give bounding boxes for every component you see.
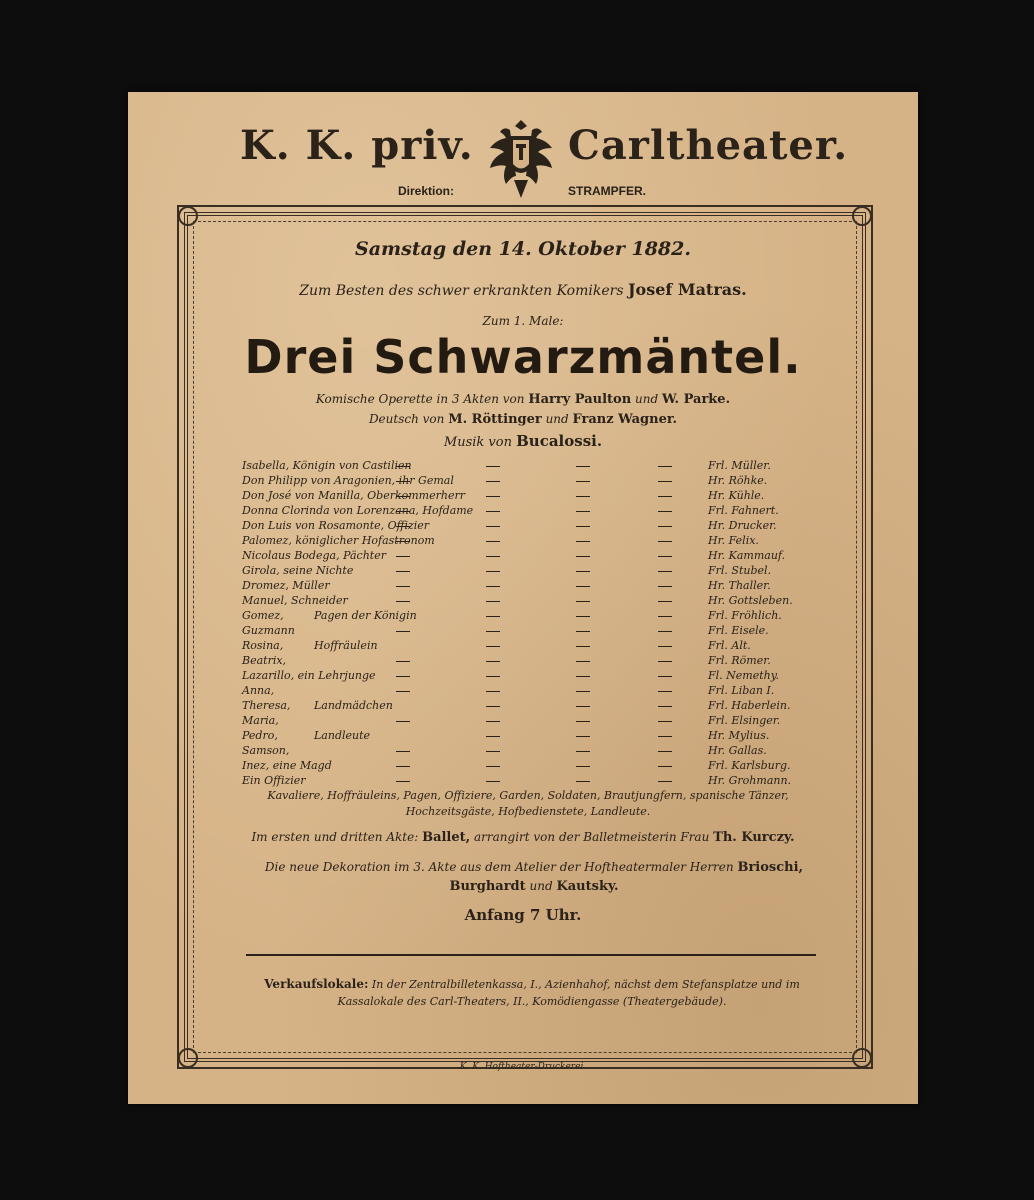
leader-dash: [396, 466, 410, 467]
cast-role: Don Luis von Rosamonte, Offizier: [242, 519, 430, 532]
leader-dash: [658, 751, 672, 752]
cast-role: Dromez, Müller: [242, 579, 330, 592]
cast-role: Pedro,: [242, 729, 278, 742]
cast-actor: Fl. Nemethy.: [708, 669, 779, 682]
cast-row: [242, 548, 822, 563]
leader-dash: [486, 571, 500, 572]
extras-list: Kavaliere, Hoffräuleins, Pagen, Offiziere, Garden, Soldaten, Brautjungfern, spanische Tänzer, Hochzeitsgäste, Hofbedienstete, Landleute.: [267, 789, 789, 818]
leader-dash: [576, 721, 590, 722]
cast-role: Samson,: [242, 744, 290, 757]
direktion-name: STRAMPFER.: [568, 184, 646, 198]
cast-row: [242, 668, 822, 683]
cast-row: [242, 698, 822, 713]
performance-date: Samstag den 14. Oktober 1882.: [355, 238, 691, 260]
direktion-label: Direktion:: [398, 184, 455, 198]
leader-dash: [658, 676, 672, 677]
cast-role: Nicolaus Bodega, Pächter: [242, 549, 386, 562]
leader-dash: [396, 586, 410, 587]
printer-credit: K. K. Hoftheater-Druckerei.: [459, 1062, 587, 1072]
cast-row: [242, 773, 822, 788]
leader-dash: [486, 751, 500, 752]
cast-actor: Hr. Kammauf.: [708, 549, 786, 562]
cast-row: [242, 533, 822, 548]
cast-group-label: Pagen der Königin: [314, 609, 417, 622]
cast-role: Gomez,: [242, 609, 284, 622]
leader-dash: [658, 766, 672, 767]
cast-actor: Frl. Elsinger.: [708, 714, 781, 727]
leader-dash: [396, 556, 410, 557]
leader-dash: [396, 691, 410, 692]
playbill-paper: [128, 92, 918, 1104]
leader-dash: [396, 481, 410, 482]
cast-actor: Hr. Kühle.: [708, 489, 765, 502]
leader-dash: [486, 556, 500, 557]
benefit-line: Zum Besten des schwer erkrankten Komikers Josef Matras.: [299, 280, 747, 299]
leader-dash: [658, 481, 672, 482]
leader-dash: [576, 766, 590, 767]
leader-dash: [658, 571, 672, 572]
leader-dash: [576, 781, 590, 782]
cast-actor: Hr. Felix.: [708, 534, 759, 547]
double-eagle-crest-icon: [480, 118, 562, 202]
cast-row: [242, 683, 822, 698]
leader-dash: [576, 586, 590, 587]
leader-dash: [576, 511, 590, 512]
start-time: Anfang 7 Uhr.: [464, 906, 582, 924]
leader-dash: [486, 646, 500, 647]
leader-dash: [486, 526, 500, 527]
cast-row: [242, 563, 822, 578]
leader-dash: [576, 481, 590, 482]
leader-dash: [396, 676, 410, 677]
cast-role: Inez, eine Magd: [242, 759, 332, 772]
sales-note: Verkaufslokale: In der Zentralbilletenkassa, I., Azienhahof, nächst dem Stefansplatze und im Kassalokale des Carl-Theaters, II., Komödiengasse (Theatergebäude).: [264, 977, 800, 1008]
cast-row: [242, 593, 822, 608]
cast-row: [242, 713, 822, 728]
leader-dash: [486, 676, 500, 677]
leader-dash: [486, 781, 500, 782]
cast-row: [242, 473, 822, 488]
leader-dash: [576, 736, 590, 737]
cast-role: Don José von Manilla, Oberkommerherr: [242, 489, 465, 502]
cast-actor: Hr. Thaller.: [708, 579, 771, 592]
cast-group-label: Hoffräulein: [314, 639, 378, 652]
first-time-note: Zum 1. Male:: [482, 314, 564, 328]
leader-dash: [486, 496, 500, 497]
cast-actor: Hr. Grohmann.: [708, 774, 792, 787]
cast-actor: Hr. Drucker.: [708, 519, 777, 532]
leader-dash: [658, 691, 672, 692]
cast-actor: Hr. Mylius.: [708, 729, 770, 742]
cast-role: Theresa,: [242, 699, 291, 712]
cast-row: [242, 758, 822, 773]
leader-dash: [486, 766, 500, 767]
leader-dash: [658, 616, 672, 617]
cast-row: [242, 503, 822, 518]
leader-dash: [396, 751, 410, 752]
leader-dash: [658, 586, 672, 587]
leader-dash: [396, 526, 410, 527]
leader-dash: [658, 601, 672, 602]
cast-role: Girola, seine Nichte: [242, 564, 354, 577]
play-title: Drei Schwarzmäntel.: [244, 330, 802, 384]
leader-dash: [658, 496, 672, 497]
leader-dash: [396, 601, 410, 602]
cast-row: [242, 743, 822, 758]
translators-line: Deutsch von M. Röttinger und Franz Wagner.: [368, 412, 678, 427]
leader-dash: [486, 541, 500, 542]
leader-dash: [658, 556, 672, 557]
leader-dash: [658, 511, 672, 512]
cast-actor: Frl. Eisele.: [708, 624, 769, 637]
leader-dash: [658, 646, 672, 647]
leader-dash: [396, 631, 410, 632]
leader-dash: [576, 706, 590, 707]
cast-role: Guzmann: [242, 624, 295, 637]
cast-list: [242, 458, 822, 788]
leader-dash: [576, 676, 590, 677]
ballet-note: Im ersten und dritten Akte: Ballet, arrangirt von der Balletmeisterin Frau Th. Kurczy.: [251, 830, 795, 845]
leader-dash: [576, 631, 590, 632]
leader-dash: [396, 766, 410, 767]
leader-dash: [658, 781, 672, 782]
leader-dash: [396, 511, 410, 512]
cast-group-label: Landleute: [314, 729, 371, 742]
cast-row: [242, 608, 822, 623]
leader-dash: [396, 541, 410, 542]
header-right: Carltheater.: [568, 122, 849, 169]
leader-dash: [396, 781, 410, 782]
cast-row: [242, 458, 822, 473]
cast-actor: Frl. Alt.: [708, 639, 751, 652]
leader-dash: [576, 526, 590, 527]
cast-role: Don Philipp von Aragonien, ihr Gemal: [242, 474, 454, 487]
cast-role: Palomez, königlicher Hofastronom: [242, 534, 435, 547]
leader-dash: [576, 541, 590, 542]
leader-dash: [658, 661, 672, 662]
leader-dash: [486, 736, 500, 737]
cast-role: Lazarillo, ein Lehrjunge: [242, 669, 376, 682]
leader-dash: [486, 511, 500, 512]
cast-row: [242, 518, 822, 533]
leader-dash: [576, 661, 590, 662]
decoration-note: Die neue Dekoration im 3. Akte aus dem Atelier der Hoftheatermaler Herren Brioschi, Burghardt und Kautsky.: [264, 860, 804, 894]
cast-role: Beatrix,: [242, 654, 287, 667]
leader-dash: [658, 736, 672, 737]
leader-dash: [486, 481, 500, 482]
leader-dash: [576, 496, 590, 497]
cast-actor: Frl. Liban I.: [708, 684, 775, 697]
leader-dash: [396, 496, 410, 497]
frame-corner-ornament: [852, 206, 872, 226]
cast-actor: Frl. Müller.: [708, 459, 771, 472]
leader-dash: [576, 556, 590, 557]
leader-dash: [486, 586, 500, 587]
cast-role: Maria,: [242, 714, 279, 727]
cast-role: Rosina,: [242, 639, 284, 652]
leader-dash: [658, 466, 672, 467]
cast-role: Isabella, Königin von Castilien: [242, 459, 412, 472]
leader-dash: [396, 661, 410, 662]
cast-actor: Frl. Fröhlich.: [708, 609, 782, 622]
cast-actor: Frl. Fahnert.: [708, 504, 779, 517]
cast-group-label: Landmädchen: [314, 699, 393, 712]
cast-actor: Frl. Römer.: [708, 654, 771, 667]
cast-actor: Frl. Karlsburg.: [708, 759, 791, 772]
leader-dash: [658, 541, 672, 542]
leader-dash: [658, 631, 672, 632]
cast-row: [242, 638, 822, 653]
leader-dash: [396, 721, 410, 722]
cast-row: [242, 623, 822, 638]
cast-row: [242, 653, 822, 668]
cast-role: Ein Offizier: [242, 774, 306, 787]
cast-actor: Frl. Haberlein.: [708, 699, 791, 712]
leader-dash: [576, 616, 590, 617]
leader-dash: [576, 571, 590, 572]
leader-dash: [486, 466, 500, 467]
cast-role: Manuel, Schneider: [242, 594, 348, 607]
leader-dash: [486, 631, 500, 632]
leader-dash: [576, 646, 590, 647]
leader-dash: [486, 721, 500, 722]
leader-dash: [658, 526, 672, 527]
leader-dash: [658, 706, 672, 707]
leader-dash: [576, 691, 590, 692]
leader-dash: [576, 601, 590, 602]
cast-actor: Frl. Stubel.: [708, 564, 772, 577]
leader-dash: [486, 691, 500, 692]
frame-corner-ornament: [178, 206, 198, 226]
composer-line: Musik von Bucalossi.: [443, 432, 603, 450]
cast-role: Anna,: [242, 684, 275, 697]
header-left: K. K. priv.: [240, 122, 474, 169]
cast-actor: Hr. Röhke.: [708, 474, 768, 487]
leader-dash: [576, 751, 590, 752]
leader-dash: [658, 721, 672, 722]
cast-role: Donna Clorinda von Lorenzana, Hofdame: [242, 504, 474, 517]
cast-row: [242, 578, 822, 593]
leader-dash: [396, 571, 410, 572]
leader-dash: [486, 661, 500, 662]
leader-dash: [486, 616, 500, 617]
authors-line: Komische Operette in 3 Akten von Harry Paulton und W. Parke.: [315, 392, 731, 407]
cast-actor: Hr. Gottsleben.: [708, 594, 793, 607]
divider: [246, 954, 816, 956]
leader-dash: [486, 706, 500, 707]
leader-dash: [486, 601, 500, 602]
leader-dash: [576, 466, 590, 467]
cast-row: [242, 488, 822, 503]
cast-actor: Hr. Gallas.: [708, 744, 767, 757]
cast-row: [242, 728, 822, 743]
